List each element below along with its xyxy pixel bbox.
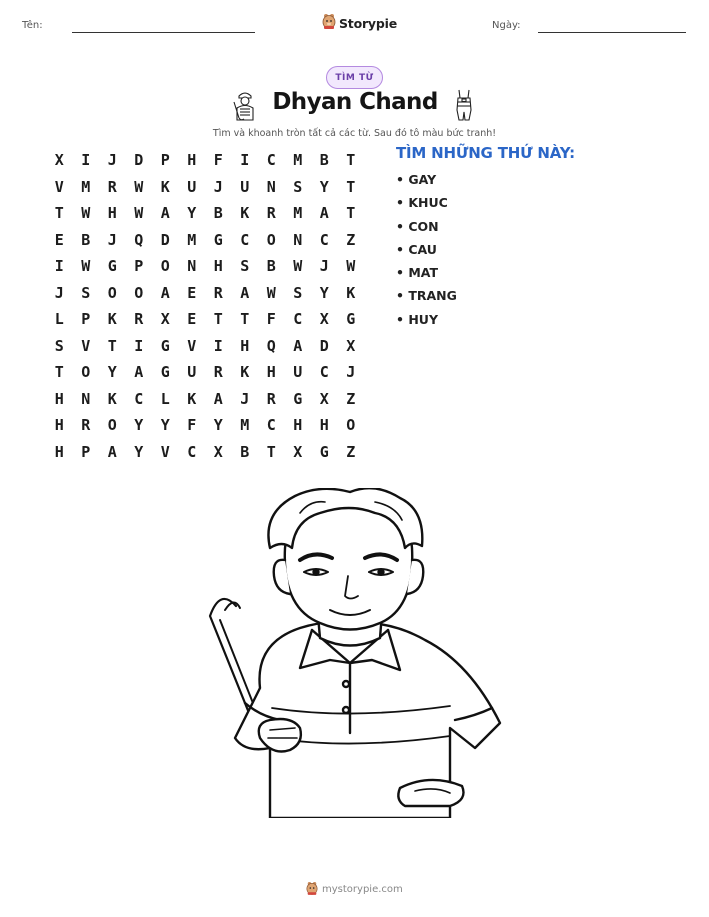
grid-letter[interactable]: E bbox=[187, 310, 197, 329]
grid-letter[interactable]: W bbox=[134, 177, 144, 196]
word-list-item: • CON bbox=[396, 218, 439, 234]
grid-letter[interactable]: I bbox=[213, 336, 223, 355]
jersey-icon bbox=[452, 88, 476, 126]
hockey-player-icon bbox=[230, 88, 260, 126]
grid-letter[interactable]: B bbox=[319, 151, 329, 170]
grid-letter[interactable]: G bbox=[160, 363, 170, 382]
grid-letter[interactable]: J bbox=[107, 230, 117, 249]
word-list-item: • TRANG bbox=[396, 288, 457, 304]
grid-letter[interactable]: C bbox=[266, 416, 276, 435]
grid-letter[interactable]: T bbox=[346, 151, 356, 170]
grid-letter[interactable]: X bbox=[160, 310, 170, 329]
grid-letter[interactable]: B bbox=[81, 230, 91, 249]
word-list-item: • MAT bbox=[396, 265, 439, 281]
grid-letter[interactable]: T bbox=[54, 363, 64, 382]
grid-letter[interactable]: Y bbox=[187, 204, 197, 223]
grid-letter[interactable]: X bbox=[54, 151, 64, 170]
grid-letter[interactable]: V bbox=[187, 336, 197, 355]
grid-letter[interactable]: M bbox=[187, 230, 197, 249]
grid-letter[interactable]: L bbox=[160, 389, 170, 408]
grid-letter[interactable]: U bbox=[187, 363, 197, 382]
grid-letter[interactable]: T bbox=[54, 204, 64, 223]
grid-letter[interactable]: O bbox=[107, 416, 117, 435]
grid-letter[interactable]: L bbox=[54, 310, 64, 329]
grid-letter[interactable]: X bbox=[293, 442, 303, 461]
grid-letter[interactable]: W bbox=[346, 257, 356, 276]
grid-letter[interactable]: I bbox=[54, 257, 64, 276]
grid-letter[interactable]: J bbox=[54, 283, 64, 302]
grid-letter[interactable]: A bbox=[213, 389, 223, 408]
grid-letter[interactable]: U bbox=[240, 177, 250, 196]
grid-row bbox=[46, 412, 364, 439]
brand-logo bbox=[322, 13, 397, 33]
grid-letter[interactable]: E bbox=[187, 283, 197, 302]
grid-letter[interactable]: N bbox=[187, 257, 197, 276]
grid-letter[interactable]: G bbox=[107, 257, 117, 276]
grid-letter[interactable]: V bbox=[81, 336, 91, 355]
date-field-line bbox=[538, 32, 686, 33]
grid-letter[interactable]: P bbox=[81, 442, 91, 461]
grid-letter[interactable]: C bbox=[319, 230, 329, 249]
grid-letter[interactable]: K bbox=[107, 389, 117, 408]
grid-letter[interactable]: G bbox=[319, 442, 329, 461]
grid-letter[interactable]: F bbox=[187, 416, 197, 435]
grid-letter[interactable]: I bbox=[240, 151, 250, 170]
grid-letter[interactable]: X bbox=[319, 310, 329, 329]
footer-url: mystorypie.com bbox=[322, 884, 403, 895]
grid-letter[interactable]: M bbox=[293, 151, 303, 170]
word-list-item: • HUY bbox=[396, 311, 439, 327]
grid-letter[interactable]: D bbox=[319, 336, 329, 355]
grid-letter[interactable]: I bbox=[81, 151, 91, 170]
grid-letter[interactable]: H bbox=[54, 389, 64, 408]
grid-letter[interactable]: C bbox=[266, 151, 276, 170]
grid-letter[interactable]: S bbox=[240, 257, 250, 276]
grid-row bbox=[46, 386, 364, 413]
grid-letter[interactable]: H bbox=[54, 442, 64, 461]
grid-letter[interactable]: H bbox=[213, 257, 223, 276]
grid-letter[interactable]: B bbox=[213, 204, 223, 223]
grid-row bbox=[46, 227, 364, 254]
grid-letter[interactable]: M bbox=[240, 416, 250, 435]
grid-letter[interactable]: K bbox=[240, 363, 250, 382]
grid-letter[interactable]: U bbox=[293, 363, 303, 382]
grid-letter[interactable]: P bbox=[134, 257, 144, 276]
grid-row bbox=[46, 147, 364, 174]
grid-letter[interactable]: H bbox=[107, 204, 117, 223]
grid-letter[interactable]: Y bbox=[319, 177, 329, 196]
grid-letter[interactable]: Q bbox=[266, 336, 276, 355]
grid-letter[interactable]: H bbox=[240, 336, 250, 355]
grid-letter[interactable]: X bbox=[319, 389, 329, 408]
grid-letter[interactable]: E bbox=[54, 230, 64, 249]
grid-letter[interactable]: T bbox=[240, 310, 250, 329]
grid-letter[interactable]: A bbox=[134, 363, 144, 382]
grid-letter[interactable]: P bbox=[81, 310, 91, 329]
grid-letter[interactable]: D bbox=[160, 230, 170, 249]
grid-letter[interactable]: J bbox=[346, 363, 356, 382]
grid-letter[interactable]: X bbox=[213, 442, 223, 461]
grid-letter[interactable]: K bbox=[240, 204, 250, 223]
grid-letter[interactable]: H bbox=[319, 416, 329, 435]
grid-letter[interactable]: A bbox=[107, 442, 117, 461]
grid-letter[interactable]: X bbox=[346, 336, 356, 355]
grid-letter[interactable]: T bbox=[213, 310, 223, 329]
grid-letter[interactable]: Y bbox=[107, 363, 117, 382]
grid-letter[interactable]: V bbox=[54, 177, 64, 196]
name-label: Tên: bbox=[22, 20, 43, 31]
grid-letter[interactable]: C bbox=[187, 442, 197, 461]
grid-letter[interactable]: O bbox=[134, 283, 144, 302]
grid-letter[interactable]: T bbox=[346, 177, 356, 196]
brand-name: Storypie bbox=[339, 15, 397, 31]
grid-letter[interactable]: J bbox=[319, 257, 329, 276]
grid-row bbox=[46, 333, 364, 360]
grid-letter[interactable]: R bbox=[107, 177, 117, 196]
word-list-item: • KHUC bbox=[396, 195, 448, 211]
name-field-line bbox=[72, 32, 255, 33]
grid-letter[interactable]: W bbox=[266, 283, 276, 302]
grid-letter[interactable]: V bbox=[160, 442, 170, 461]
grid-letter[interactable]: Q bbox=[134, 230, 144, 249]
grid-letter[interactable]: G bbox=[346, 310, 356, 329]
grid-letter[interactable]: H bbox=[187, 151, 197, 170]
grid-letter[interactable]: O bbox=[81, 363, 91, 382]
coloring-illustration bbox=[200, 488, 505, 818]
grid-letter[interactable]: A bbox=[160, 204, 170, 223]
grid-letter[interactable]: B bbox=[266, 257, 276, 276]
grid-letter[interactable]: J bbox=[240, 389, 250, 408]
grid-row bbox=[46, 174, 364, 201]
grid-letter[interactable]: F bbox=[213, 151, 223, 170]
grid-letter[interactable]: S bbox=[293, 177, 303, 196]
grid-letter[interactable]: F bbox=[266, 310, 276, 329]
grid-letter[interactable]: A bbox=[319, 204, 329, 223]
grid-letter[interactable]: H bbox=[293, 416, 303, 435]
date-label: Ngày: bbox=[492, 20, 521, 31]
grid-letter[interactable]: M bbox=[293, 204, 303, 223]
grid-letter[interactable]: N bbox=[81, 389, 91, 408]
storypie-mascot-icon bbox=[322, 13, 336, 33]
grid-letter[interactable]: C bbox=[319, 363, 329, 382]
grid-letter[interactable]: R bbox=[81, 416, 91, 435]
grid-letter[interactable]: W bbox=[293, 257, 303, 276]
grid-letter[interactable]: J bbox=[213, 177, 223, 196]
grid-letter[interactable]: O bbox=[160, 257, 170, 276]
storypie-mascot-icon bbox=[306, 880, 318, 899]
grid-row bbox=[46, 359, 364, 386]
grid-letter[interactable]: J bbox=[107, 151, 117, 170]
grid-letter[interactable]: W bbox=[81, 204, 91, 223]
grid-letter[interactable]: G bbox=[293, 389, 303, 408]
grid-letter[interactable]: B bbox=[240, 442, 250, 461]
footer bbox=[306, 880, 403, 899]
grid-letter[interactable]: R bbox=[213, 283, 223, 302]
grid-letter[interactable]: A bbox=[240, 283, 250, 302]
grid-letter[interactable]: K bbox=[346, 283, 356, 302]
grid-letter[interactable]: A bbox=[160, 283, 170, 302]
word-search-grid bbox=[46, 147, 364, 465]
grid-letter[interactable]: W bbox=[134, 204, 144, 223]
activity-badge: TÌM TỪ bbox=[326, 66, 383, 89]
instructions: Tìm và khoanh tròn tất cả các từ. Sau đó tô màu bức tranh! bbox=[212, 128, 497, 139]
grid-letter[interactable]: R bbox=[213, 363, 223, 382]
grid-letter[interactable]: Y bbox=[319, 283, 329, 302]
grid-letter[interactable]: Z bbox=[346, 389, 356, 408]
grid-letter[interactable]: K bbox=[107, 310, 117, 329]
grid-letter[interactable]: D bbox=[134, 151, 144, 170]
grid-letter[interactable]: O bbox=[266, 230, 276, 249]
grid-letter[interactable]: W bbox=[81, 257, 91, 276]
grid-letter[interactable]: K bbox=[187, 389, 197, 408]
word-list bbox=[396, 172, 457, 335]
grid-letter[interactable]: K bbox=[160, 177, 170, 196]
word-list-title: TÌM NHỮNG THỨ NÀY: bbox=[396, 144, 575, 162]
grid-row bbox=[46, 253, 364, 280]
grid-letter[interactable]: S bbox=[81, 283, 91, 302]
grid-letter[interactable]: T bbox=[266, 442, 276, 461]
grid-letter[interactable]: T bbox=[346, 204, 356, 223]
grid-letter[interactable]: Y bbox=[160, 416, 170, 435]
page-title: Dhyan Chand bbox=[272, 89, 438, 115]
grid-letter[interactable]: S bbox=[293, 283, 303, 302]
grid-letter[interactable]: G bbox=[213, 230, 223, 249]
grid-letter[interactable]: N bbox=[293, 230, 303, 249]
grid-letter[interactable]: Z bbox=[346, 442, 356, 461]
grid-letter[interactable]: M bbox=[81, 177, 91, 196]
grid-letter[interactable]: T bbox=[107, 336, 117, 355]
grid-row bbox=[46, 306, 364, 333]
grid-letter[interactable]: P bbox=[160, 151, 170, 170]
grid-letter[interactable]: C bbox=[134, 389, 144, 408]
word-list-item: • GAY bbox=[396, 172, 437, 187]
grid-letter[interactable]: N bbox=[266, 177, 276, 196]
grid-letter[interactable]: A bbox=[293, 336, 303, 355]
grid-letter[interactable]: C bbox=[240, 230, 250, 249]
grid-letter[interactable]: R bbox=[134, 310, 144, 329]
grid-letter[interactable]: H bbox=[54, 416, 64, 435]
grid-row bbox=[46, 280, 364, 307]
grid-letter[interactable]: O bbox=[346, 416, 356, 435]
grid-letter[interactable]: Y bbox=[134, 442, 144, 461]
grid-letter[interactable]: Y bbox=[213, 416, 223, 435]
grid-letter[interactable]: C bbox=[293, 310, 303, 329]
grid-letter[interactable]: G bbox=[160, 336, 170, 355]
grid-letter[interactable]: R bbox=[266, 389, 276, 408]
grid-letter[interactable]: Z bbox=[346, 230, 356, 249]
grid-row bbox=[46, 200, 364, 227]
grid-letter[interactable]: U bbox=[187, 177, 197, 196]
grid-letter[interactable]: R bbox=[266, 204, 276, 223]
grid-letter[interactable]: Y bbox=[134, 416, 144, 435]
word-list-item: • CAU bbox=[396, 241, 437, 257]
grid-letter[interactable]: O bbox=[107, 283, 117, 302]
grid-letter[interactable]: S bbox=[54, 336, 64, 355]
grid-row bbox=[46, 439, 364, 466]
grid-letter[interactable]: H bbox=[266, 363, 276, 382]
grid-letter[interactable]: I bbox=[134, 336, 144, 355]
